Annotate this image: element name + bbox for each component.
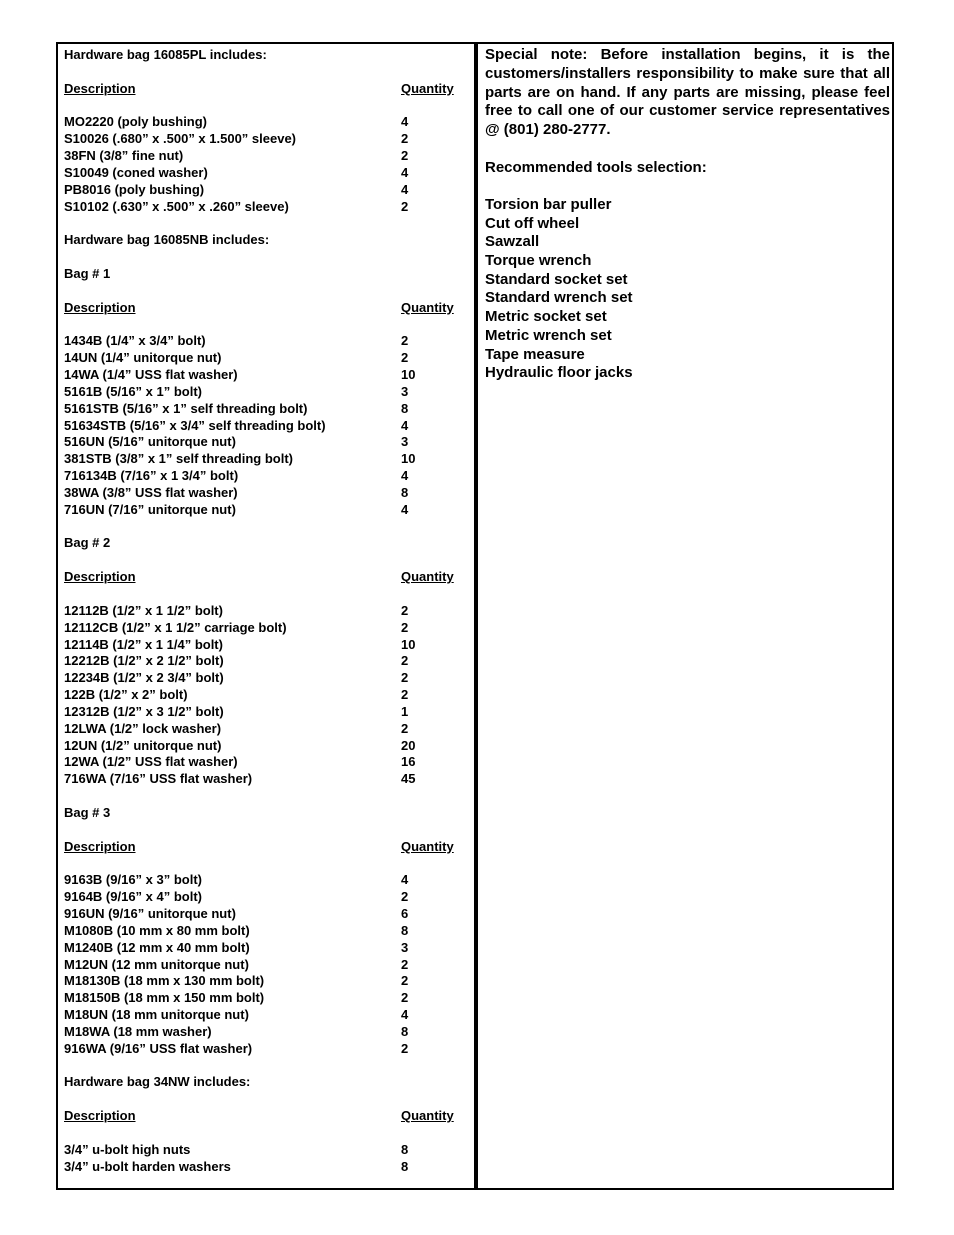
part-description: S10049 (coned washer) xyxy=(64,164,208,180)
bag1-title: Bag # 1 xyxy=(64,265,111,281)
part-row xyxy=(64,620,464,637)
part-quantity: 2 xyxy=(401,198,409,214)
part-description: M1080B (10 mm x 80 mm bolt) xyxy=(64,922,250,938)
part-quantity: 2 xyxy=(401,687,409,703)
part-description: M18UN (18 mm unitorque nut) xyxy=(64,1007,249,1023)
part-quantity: 1 xyxy=(401,703,409,719)
part-description: M12UN (12 mm unitorque nut) xyxy=(64,956,249,972)
tools-list xyxy=(485,196,890,383)
part-row xyxy=(64,468,464,485)
part-quantity: 45 xyxy=(401,771,416,787)
column-divider xyxy=(474,42,478,1190)
part-description: 516UN (5/16” unitorque nut) xyxy=(64,434,236,450)
bag2-title: Bag # 2 xyxy=(64,535,111,551)
part-row xyxy=(64,721,464,738)
part-row xyxy=(64,401,464,418)
part-row xyxy=(64,1142,464,1159)
description-header: Description xyxy=(64,569,136,585)
part-quantity: 6 xyxy=(401,906,409,922)
part-description: 5161B (5/16” x 1” bolt) xyxy=(64,383,202,399)
part-quantity: 2 xyxy=(401,333,409,349)
part-description: 14UN (1/4” unitorque nut) xyxy=(64,350,222,366)
quantity-header: Quantity xyxy=(401,80,454,96)
part-description: S10102 (.630” x .500” x .260” sleeve) xyxy=(64,198,289,214)
part-quantity: 2 xyxy=(401,670,409,686)
part-row xyxy=(64,1007,464,1024)
part-quantity: 3 xyxy=(401,434,409,450)
part-quantity: 8 xyxy=(401,400,409,416)
part-row xyxy=(64,165,464,182)
part-row xyxy=(64,1041,464,1058)
part-description: 916WA (9/16” USS flat washer) xyxy=(64,1040,253,1056)
part-description: 12WA (1/2” USS flat washer) xyxy=(64,754,238,770)
part-row xyxy=(64,451,464,468)
description-header: Description xyxy=(64,1108,136,1124)
part-row xyxy=(64,754,464,771)
tool-item: Torque wrench xyxy=(485,252,592,270)
notes-column xyxy=(485,46,890,383)
part-quantity: 10 xyxy=(401,367,416,383)
quantity-header: Quantity xyxy=(401,1108,454,1124)
part-quantity: 8 xyxy=(401,1141,409,1157)
part-description: M18130B (18 mm x 130 mm bolt) xyxy=(64,973,265,989)
part-quantity: 4 xyxy=(401,164,409,180)
part-quantity: 2 xyxy=(401,131,409,147)
part-quantity: 8 xyxy=(401,1023,409,1039)
tool-item: Torsion bar puller xyxy=(485,196,612,214)
part-row xyxy=(64,973,464,990)
part-quantity: 2 xyxy=(401,653,409,669)
part-description: 12114B (1/2” x 1 1/4” bolt) xyxy=(64,636,223,652)
part-quantity: 8 xyxy=(401,1158,409,1174)
part-row xyxy=(64,653,464,670)
part-description: 381STB (3/8” x 1” self threading bolt) xyxy=(64,451,293,467)
part-description: 12234B (1/2” x 2 3/4” bolt) xyxy=(64,670,224,686)
part-description: 12212B (1/2” x 2 1/2” bolt) xyxy=(64,653,224,669)
description-header: Description xyxy=(64,299,136,315)
part-row xyxy=(64,771,464,788)
quantity-header: Quantity xyxy=(401,299,454,315)
part-row xyxy=(64,738,464,755)
part-quantity: 8 xyxy=(401,922,409,938)
part-description: 12112B (1/2” x 1 1/2” bolt) xyxy=(64,602,223,618)
part-row xyxy=(64,333,464,350)
table-header xyxy=(64,81,464,98)
part-row xyxy=(64,670,464,687)
part-description: 716WA (7/16” USS flat washer) xyxy=(64,771,253,787)
part-row xyxy=(64,637,464,654)
description-header: Description xyxy=(64,838,136,854)
part-description: 38WA (3/8” USS flat washer) xyxy=(64,484,238,500)
part-quantity: 2 xyxy=(401,990,409,1006)
quantity-header: Quantity xyxy=(401,569,454,585)
tool-item: Metric socket set xyxy=(485,308,607,326)
part-quantity: 2 xyxy=(401,720,409,736)
part-description: 5161STB (5/16” x 1” self threading bolt) xyxy=(64,400,308,416)
part-quantity: 3 xyxy=(401,383,409,399)
part-quantity: 2 xyxy=(401,602,409,618)
part-quantity: 4 xyxy=(401,468,409,484)
part-description: PB8016 (poly bushing) xyxy=(64,181,205,197)
part-quantity: 10 xyxy=(401,636,416,652)
part-row xyxy=(64,889,464,906)
part-description: 122B (1/2” x 2” bolt) xyxy=(64,687,188,703)
part-row xyxy=(64,940,464,957)
part-row xyxy=(64,603,464,620)
part-description: 38FN (3/8” fine nut) xyxy=(64,148,184,164)
part-quantity: 3 xyxy=(401,939,409,955)
part-quantity: 2 xyxy=(401,956,409,972)
part-description: S10026 (.680” x .500” x 1.500” sleeve) xyxy=(64,131,297,147)
part-quantity: 2 xyxy=(401,619,409,635)
part-quantity: 2 xyxy=(401,148,409,164)
part-description: MO2220 (poly bushing) xyxy=(64,114,208,130)
part-description: 716134B (7/16” x 1 3/4” bolt) xyxy=(64,468,239,484)
part-quantity: 4 xyxy=(401,872,409,888)
part-row xyxy=(64,687,464,704)
special-note: Special note: Before installation begins, it is the customers/installers responsibility to make sure that all parts are on hand. If any parts are missing, please feel free to call one of our customer service representatives @ (801) 280-2777. xyxy=(485,46,890,139)
part-description: 3/4” u-bolt harden washers xyxy=(64,1158,231,1174)
part-row xyxy=(64,704,464,721)
table-header xyxy=(64,569,464,586)
part-row xyxy=(64,872,464,889)
part-description: 14WA (1/4” USS flat washer) xyxy=(64,367,238,383)
part-row xyxy=(64,367,464,384)
tool-item: Sawzall xyxy=(485,233,540,251)
part-row xyxy=(64,384,464,401)
part-description: 9163B (9/16” x 3” bolt) xyxy=(64,872,202,888)
part-row xyxy=(64,923,464,940)
part-description: 12LWA (1/2” lock washer) xyxy=(64,720,222,736)
bag-16085pl-title: Hardware bag 16085PL includes: xyxy=(64,47,267,62)
part-quantity: 2 xyxy=(401,1040,409,1056)
tools-title: Recommended tools selection: xyxy=(485,158,707,176)
part-row xyxy=(64,418,464,435)
part-quantity: 2 xyxy=(401,889,409,905)
tool-item: Standard wrench set xyxy=(485,289,633,307)
table-header xyxy=(64,839,464,856)
part-description: 51634STB (5/16” x 3/4” self threading bolt) xyxy=(64,417,326,433)
part-description: M18150B (18 mm x 150 mm bolt) xyxy=(64,990,265,1006)
part-row xyxy=(64,1024,464,1041)
bag3-title: Bag # 3 xyxy=(64,804,111,820)
part-row xyxy=(64,350,464,367)
part-quantity: 10 xyxy=(401,451,416,467)
part-row xyxy=(64,434,464,451)
part-description: 716UN (7/16” unitorque nut) xyxy=(64,501,236,517)
part-quantity: 4 xyxy=(401,501,409,517)
part-row xyxy=(64,957,464,974)
part-description: 12112CB (1/2” x 1 1/2” carriage bolt) xyxy=(64,619,287,635)
table-header xyxy=(64,300,464,317)
bag-16085nb-title: Hardware bag 16085NB includes: xyxy=(64,232,270,248)
part-quantity: 20 xyxy=(401,737,416,753)
tool-item: Standard socket set xyxy=(485,270,628,288)
part-description: M18WA (18 mm washer) xyxy=(64,1023,212,1039)
part-description: 916UN (9/16” unitorque nut) xyxy=(64,906,236,922)
table-header xyxy=(64,1108,464,1125)
part-row xyxy=(64,114,464,131)
hardware-list-column xyxy=(64,47,464,1176)
part-quantity: 8 xyxy=(401,484,409,500)
part-row xyxy=(64,485,464,502)
part-description: 3/4” u-bolt high nuts xyxy=(64,1141,191,1157)
part-description: 12UN (1/2” unitorque nut) xyxy=(64,737,222,753)
tool-item: Tape measure xyxy=(485,345,585,363)
part-row xyxy=(64,990,464,1007)
part-row xyxy=(64,906,464,923)
tool-item: Hydraulic floor jacks xyxy=(485,364,633,382)
part-row xyxy=(64,199,464,216)
description-header: Description xyxy=(64,80,136,96)
part-row xyxy=(64,131,464,148)
part-description: 12312B (1/2” x 3 1/2” bolt) xyxy=(64,703,224,719)
part-row xyxy=(64,1159,464,1176)
part-quantity: 16 xyxy=(401,754,416,770)
part-quantity: 2 xyxy=(401,350,409,366)
part-quantity: 2 xyxy=(401,973,409,989)
part-quantity: 4 xyxy=(401,1007,409,1023)
tool-item: Metric wrench set xyxy=(485,326,612,344)
part-row xyxy=(64,148,464,165)
part-row xyxy=(64,502,464,519)
part-quantity: 4 xyxy=(401,181,409,197)
bag-34nw-title: Hardware bag 34NW includes: xyxy=(64,1074,251,1090)
part-description: 9164B (9/16” x 4” bolt) xyxy=(64,889,202,905)
part-description: M1240B (12 mm x 40 mm bolt) xyxy=(64,939,250,955)
part-quantity: 4 xyxy=(401,114,409,130)
part-description: 1434B (1/4” x 3/4” bolt) xyxy=(64,333,206,349)
tool-item: Cut off wheel xyxy=(485,214,580,232)
part-quantity: 4 xyxy=(401,417,409,433)
quantity-header: Quantity xyxy=(401,838,454,854)
part-row xyxy=(64,182,464,199)
